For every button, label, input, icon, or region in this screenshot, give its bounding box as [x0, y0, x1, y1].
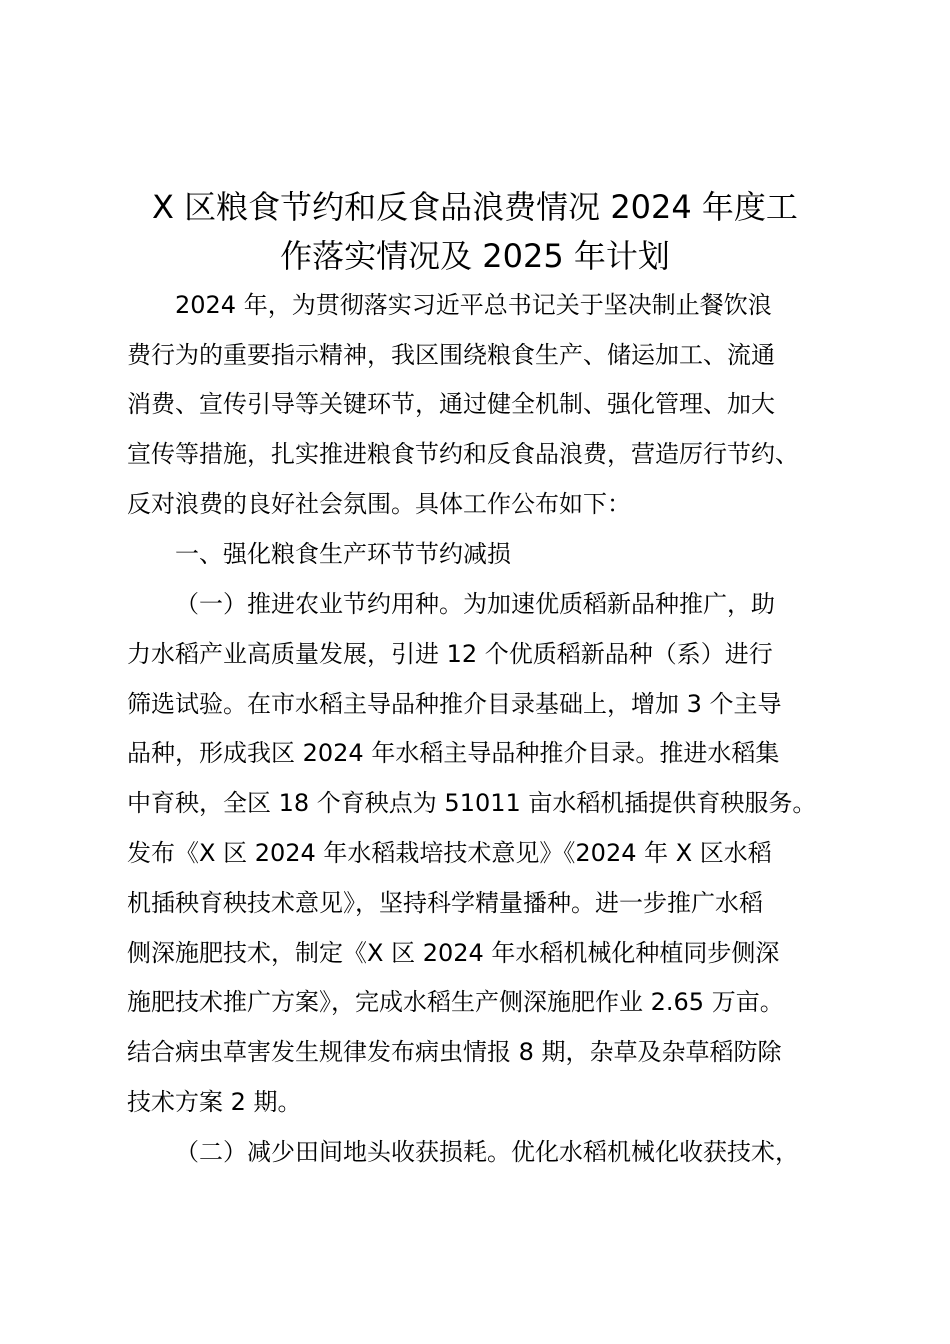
- body-line-16: 结合病虫草害发生规律发布病虫情报 8 期，杂草及杂草稻防除: [127, 1038, 782, 1066]
- body-line-8: 力水稻产业高质量发展，引进 12 个优质稻新品种（系）进行: [127, 640, 773, 668]
- body-line-10: 品种，形成我区 2024 年水稻主导品种推介目录。推进水稻集: [127, 739, 780, 767]
- body-line-3: 消费、宣传引导等关键环节，通过健全机制、强化管理、加大: [127, 390, 775, 418]
- body-line-11: 中育秧，全区 18 个育秧点为 51011 亩水稻机插提供育秧服务。: [127, 789, 817, 817]
- section-heading-1: 一、强化粮食生产环节节约减损: [175, 540, 511, 568]
- body-line-9: 筛选试验。在市水稻主导品种推介目录基础上，增加 3 个主导: [127, 690, 782, 718]
- body-line-18: （二）减少田间地头收获损耗。优化水稻机械化收获技术，: [175, 1138, 799, 1166]
- document-title-line-1: X 区粮食节约和反食品浪费情况 2024 年度工: [152, 188, 798, 226]
- body-line-5: 反对浪费的良好社会氛围。具体工作公布如下：: [127, 490, 631, 518]
- body-line-1: 2024 年，为贯彻落实习近平总书记关于坚决制止餐饮浪: [175, 291, 772, 319]
- body-line-13: 机插秧育秧技术意见》，坚持科学精量播种。进一步推广水稻: [127, 889, 763, 917]
- body-line-17: 技术方案 2 期。: [127, 1088, 302, 1116]
- body-line-4: 宣传等措施，扎实推进粮食节约和反食品浪费，营造厉行节约、: [127, 440, 799, 468]
- document-title-line-2: 作落实情况及 2025 年计划: [280, 237, 670, 275]
- body-line-14: 侧深施肥技术，制定《X 区 2024 年水稻机械化种植同步侧深: [127, 939, 780, 967]
- body-line-2: 费行为的重要指示精神，我区围绕粮食生产、储运加工、流通: [127, 341, 775, 369]
- body-line-15: 施肥技术推广方案》，完成水稻生产侧深施肥作业 2.65 万亩。: [127, 988, 784, 1016]
- body-line-12: 发布《X 区 2024 年水稻栽培技术意见》《2024 年 X 区水稻: [127, 839, 772, 867]
- body-line-7: （一）推进农业节约用种。为加速优质稻新品种推广，助: [175, 590, 775, 618]
